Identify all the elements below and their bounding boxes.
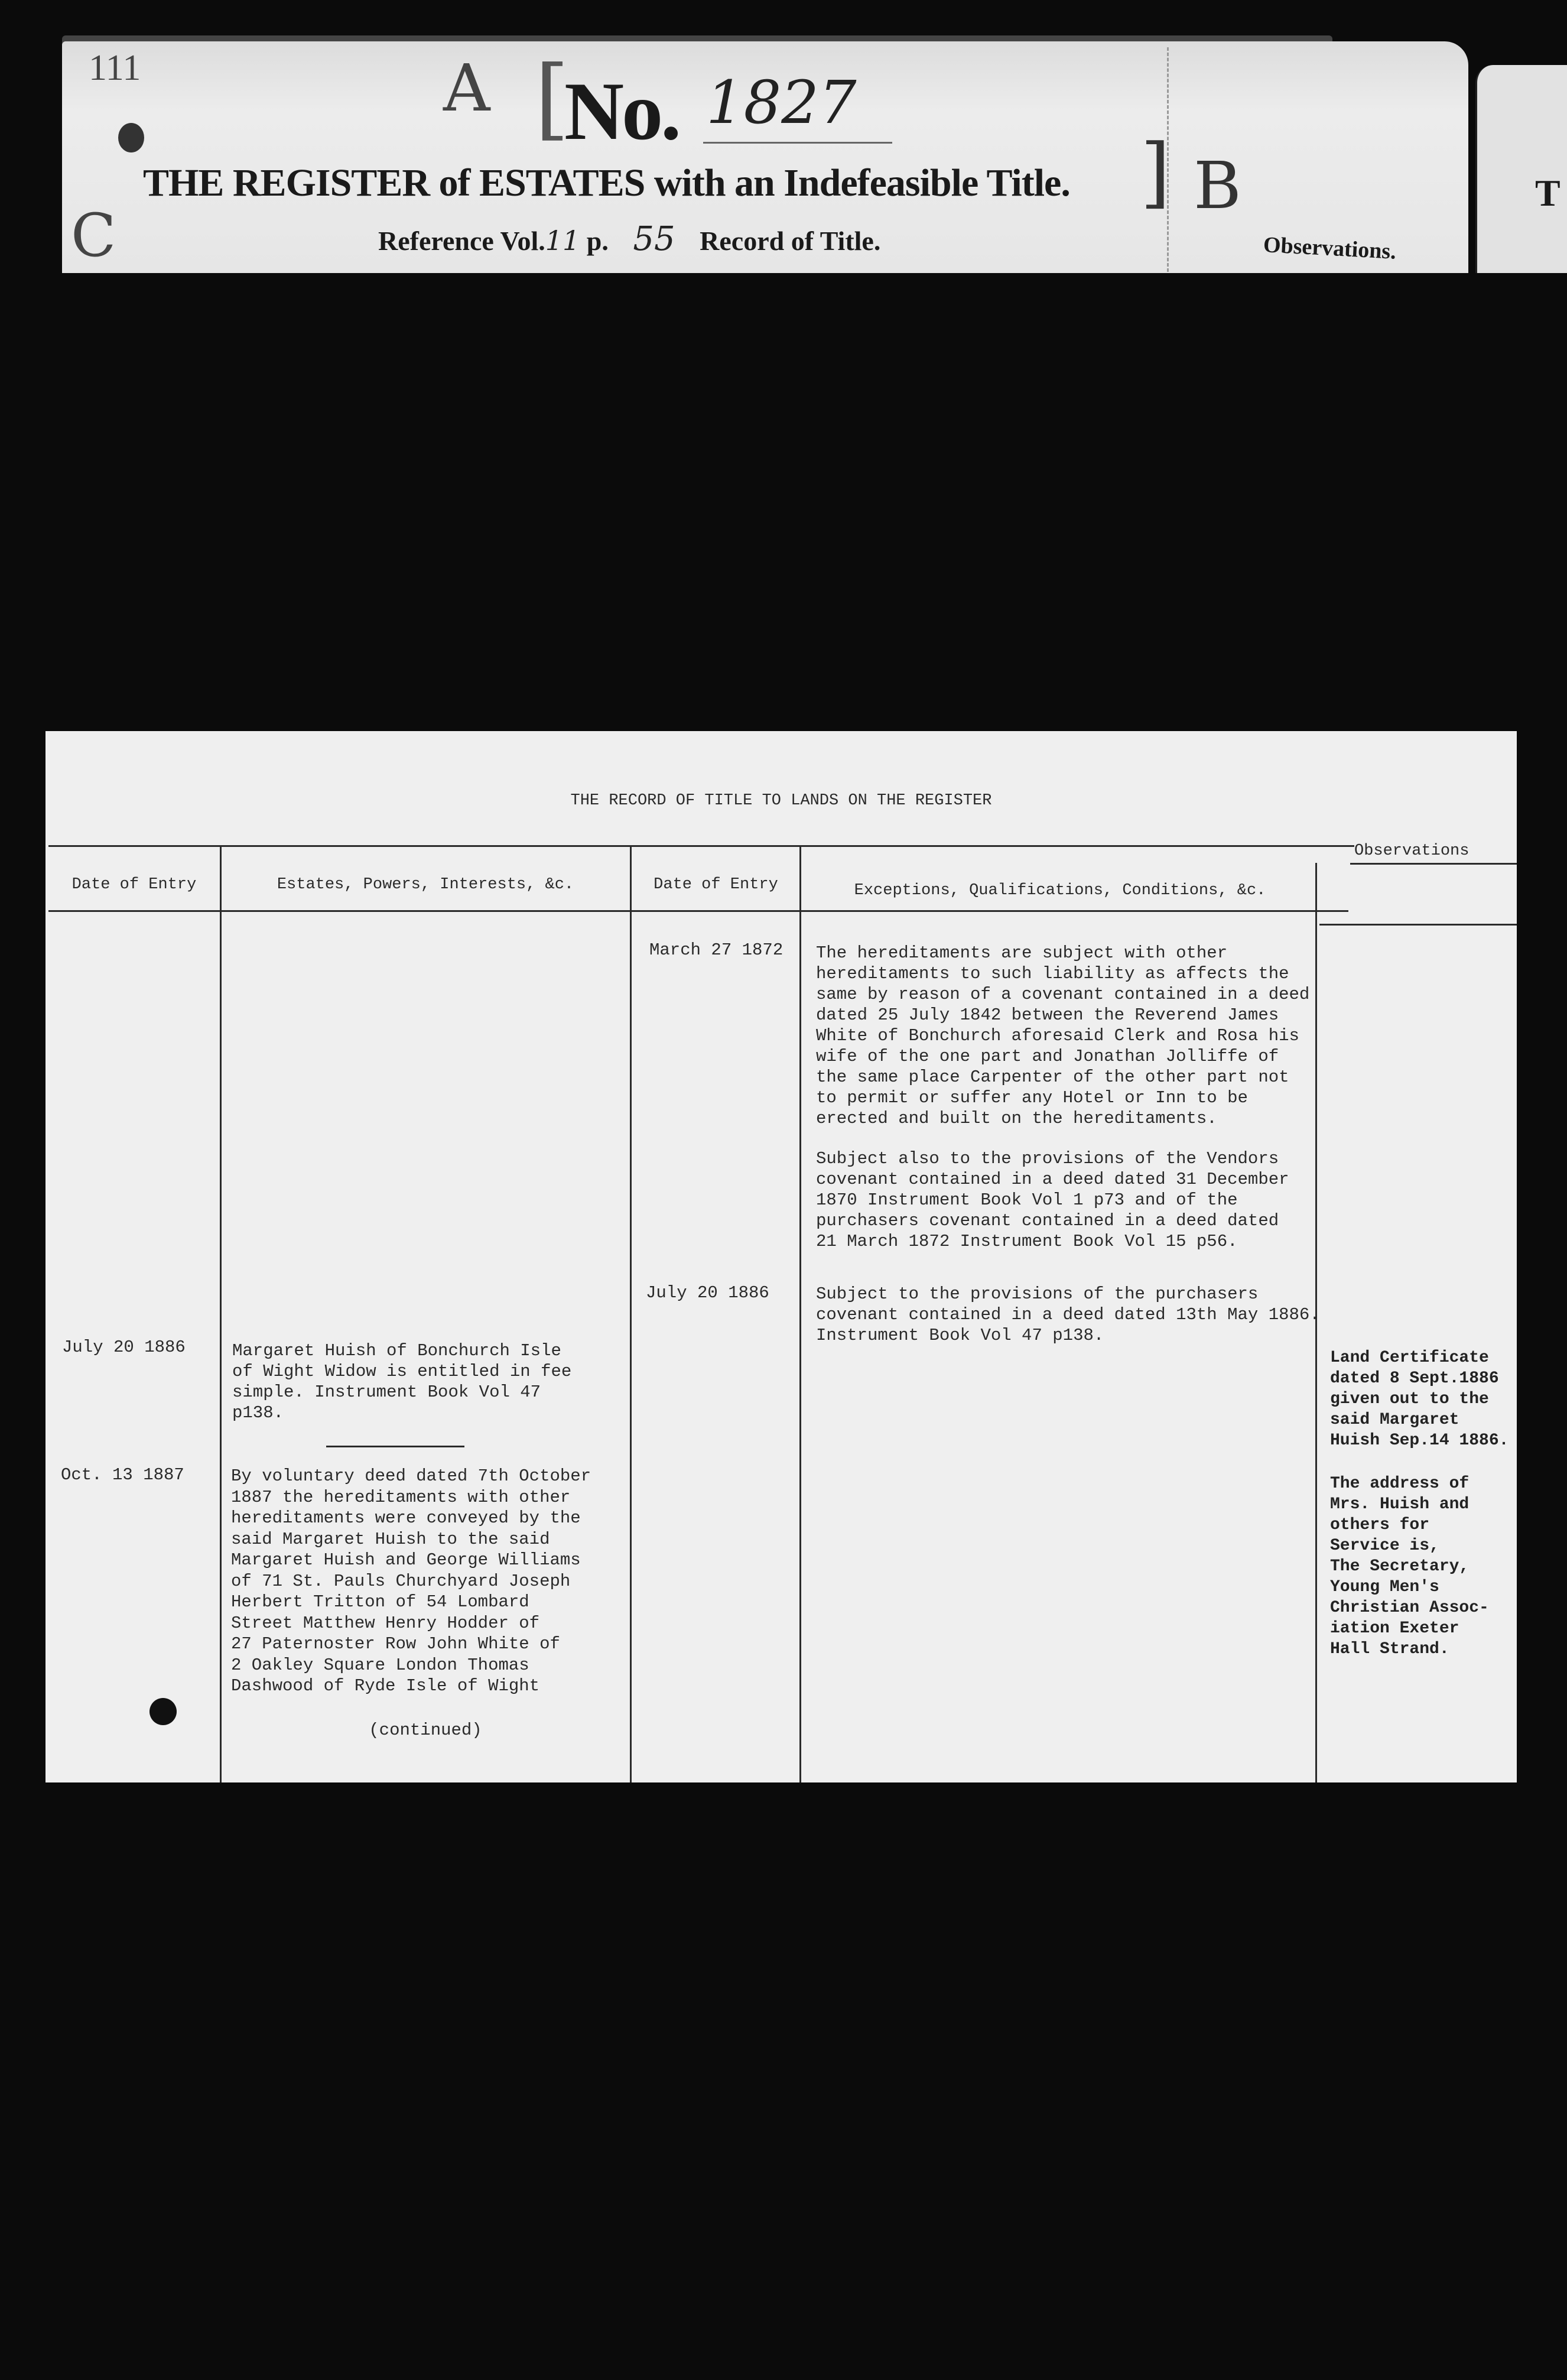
- page-label: p.: [586, 226, 609, 256]
- exception-text: Subject also to the provisions of the Vendors covenant contained in a deed dated 31 December 1870 Instrument Book Vol 1 p73 and of the purchasers covenant contained in a deed dated 21 March 1872 Instrument Book Vol 15 p56.: [816, 1149, 1289, 1251]
- exception-text: The hereditaments are subject with other hereditaments to such liability as affects the same by reason of a covenant contained in a deed dated 25 July 1842 between the Reverend James White of Bonchurch aforesaid Clerk and Rosa his wife of the one part and Jonathan Jolliffe of the same place Carpenter of the other part not to permit or suffer any Hotel or Inn to be erected and built on the hereditaments.: [816, 943, 1310, 1128]
- adjacent-page: [1475, 65, 1567, 273]
- column-header-date-of-entry-2: Date of Entry: [654, 876, 778, 894]
- entry-separator: [326, 1446, 464, 1447]
- observation-note: Land Certificate dated 8 Sept.1886 given out to the said Margaret Huish Sep.14 1886.: [1330, 1349, 1509, 1450]
- estate-text: By voluntary deed dated 7th October 1887 the hereditaments with other hereditaments were conveyed by the said Margaret Huish to the said Margaret Huish and George Williams of 71 St. Pauls Churchyard Joseph Herbert Tritton of 54 Lombard Street Matthew Henry Hodder of 27 Paternoster Row John White of 2 Oakley Square London Thomas Dashwood of Ryde Isle of Wight: [231, 1466, 591, 1696]
- handwritten-bracket: ]: [1140, 127, 1171, 217]
- estate-date: July 20 1886: [62, 1337, 186, 1357]
- record-title: THE RECORD OF TITLE TO LANDS ON THE REGISTER: [570, 792, 992, 810]
- header-bottom-rule-right: [1319, 924, 1517, 926]
- register-title: THE REGISTER of ESTATES with an Indefeasible Title.: [143, 161, 1070, 204]
- column-divider-1: [220, 846, 222, 1782]
- record-label: Record of Title.: [700, 226, 881, 256]
- observations-header: Observations: [1354, 842, 1470, 860]
- estate-text: Margaret Huish of Bonchurch Isle of Wight Widow is entitled in fee simple. Instrument Book Vol 47 p138.: [232, 1341, 572, 1423]
- next-page-fragment: T: [1535, 172, 1561, 214]
- exception-text: Subject to the provisions of the purchasers covenant contained in a deed dated 13th May 1886. Instrument Book Vol 47 p138.: [816, 1284, 1320, 1345]
- continued-label: (continued): [369, 1720, 482, 1740]
- reference-label: Reference Vol.: [378, 226, 545, 256]
- handwritten-mark-b: B: [1194, 148, 1241, 223]
- handwritten-mark-a: A: [443, 50, 490, 126]
- handwritten-mark-c-bracket: [: [535, 47, 570, 150]
- handwritten-mark-c: C: [71, 201, 116, 270]
- page-number: 111: [89, 48, 141, 88]
- exception-date: July 20 1886: [646, 1283, 769, 1303]
- observations-header-rule: [1350, 863, 1517, 865]
- column-divider-2: [630, 846, 632, 1782]
- estate-date: Oct. 13 1887: [61, 1465, 184, 1485]
- header-top-rule: [48, 845, 1354, 847]
- reference-vol: 11: [545, 225, 580, 256]
- register-number: 1827: [706, 68, 857, 137]
- punch-hole: [149, 1698, 177, 1725]
- reference-line: [378, 220, 880, 258]
- column-header-exceptions: Exceptions, Qualifications, Conditions, &c.: [854, 882, 1266, 900]
- column-header-date-of-entry: Date of Entry: [71, 876, 197, 894]
- observation-note: The address of Mrs. Huish and others for Service is, The Secretary, Young Men's Christian Assoc- iation Exeter Hall Strand.: [1330, 1475, 1489, 1658]
- number-label: No.: [564, 66, 680, 157]
- exception-date: March 27 1872: [649, 940, 784, 960]
- punch-hole: [118, 123, 144, 152]
- column-divider-3: [799, 846, 801, 1782]
- column-header-estates: Estates, Powers, Interests, &c.: [277, 876, 574, 894]
- reference-page: 55: [633, 220, 675, 258]
- header-bottom-rule: [48, 910, 1348, 912]
- observations-label: Observations.: [1263, 232, 1397, 264]
- number-underline: [703, 142, 892, 144]
